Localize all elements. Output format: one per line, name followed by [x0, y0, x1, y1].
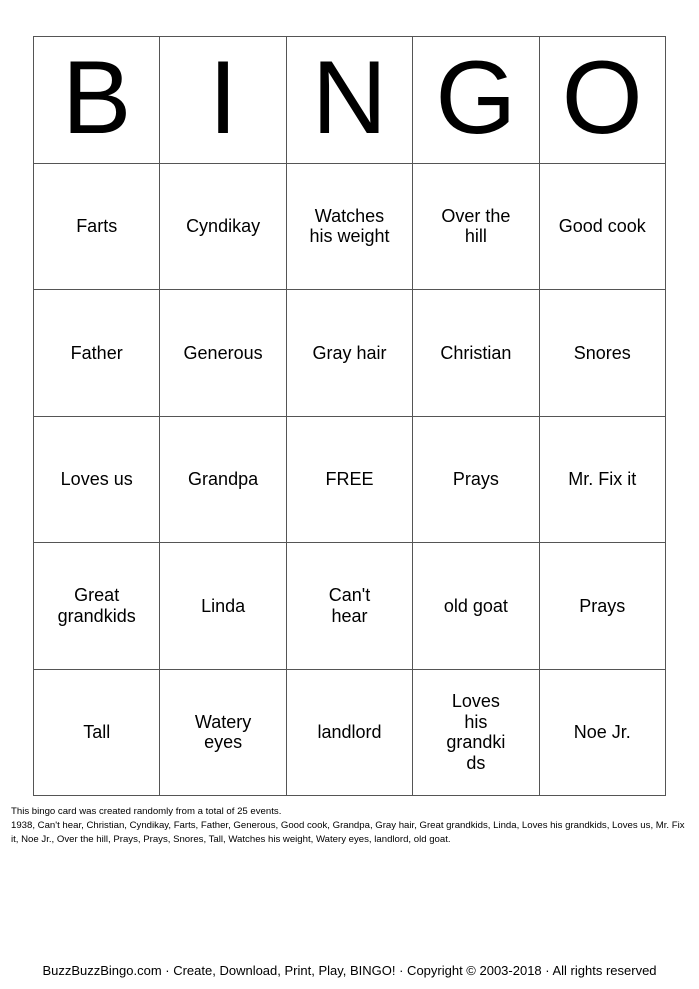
cell-label: Prays — [452, 469, 499, 489]
header-letter-b: B — [34, 37, 160, 164]
cell-label: Over the hill — [441, 205, 511, 247]
bingo-cell — [413, 543, 539, 670]
cell-label: Grandpa — [188, 469, 259, 489]
bingo-cell — [413, 416, 539, 543]
bingo-cell — [539, 290, 665, 417]
bingo-row-1 — [34, 163, 666, 290]
bingo-row-5 — [34, 669, 666, 796]
cell-label: Christian — [440, 342, 512, 363]
cell-label: Farts — [76, 216, 118, 236]
cell-label: Generous — [183, 342, 263, 363]
cell-label: Great grandkids — [57, 585, 136, 626]
bingo-cell — [34, 669, 160, 796]
cell-label: old goat — [443, 595, 508, 616]
cell-label: Cyndikay — [186, 216, 261, 236]
bingo-row-4 — [34, 543, 666, 670]
cell-label: Father — [70, 342, 123, 363]
bingo-cell — [539, 669, 665, 796]
card-summary: This bingo card was created randomly from a total of 25 events. — [11, 806, 282, 817]
free-space-cell — [286, 416, 412, 543]
cell-label: FREE — [325, 469, 374, 489]
cell-label: Loves his grandkids — [446, 691, 506, 773]
cell-label: Watches his weight — [309, 205, 390, 247]
bingo-cell — [413, 290, 539, 417]
bingo-cell — [413, 669, 539, 796]
cell-label: Linda — [201, 595, 246, 616]
bingo-row-2 — [34, 290, 666, 417]
bingo-cell — [160, 290, 286, 417]
bingo-cell — [539, 163, 665, 290]
bingo-cell — [34, 416, 160, 543]
cell-label: Tall — [83, 722, 111, 742]
bingo-cell — [34, 290, 160, 417]
bingo-cell — [539, 543, 665, 670]
bingo-cell — [286, 543, 412, 670]
bingo-cell — [160, 543, 286, 670]
cell-label: Snores — [573, 342, 631, 363]
cell-label: Prays — [579, 595, 626, 616]
bingo-cell — [34, 543, 160, 670]
bingo-cell — [160, 416, 286, 543]
cell-label: Good cook — [558, 216, 646, 236]
header-letter-g: G — [413, 37, 539, 164]
copyright-footer: BuzzBuzzBingo.com · Create, Download, Print, Play, BINGO! · Copyright © 2003-2018 · All rights reserved — [42, 963, 657, 978]
cell-label: Watery eyes — [194, 711, 252, 753]
cell-label: Noe Jr. — [573, 722, 631, 742]
cell-label: Can't hear — [328, 585, 371, 626]
bingo-card — [33, 36, 666, 796]
header-letter-o: O — [539, 37, 665, 164]
bingo-cell — [160, 669, 286, 796]
bingo-cell — [286, 163, 412, 290]
bingo-cell — [160, 163, 286, 290]
cell-label: Gray hair — [312, 342, 387, 363]
bingo-cell — [34, 163, 160, 290]
bingo-cell — [413, 163, 539, 290]
bingo-cell — [286, 669, 412, 796]
header-letter-i: I — [160, 37, 286, 164]
bingo-cell — [286, 290, 412, 417]
card-info — [11, 805, 691, 847]
bingo-row-3 — [34, 416, 666, 543]
bingo-header-row — [34, 37, 666, 164]
header-letter-n: N — [286, 37, 412, 164]
events-list: 1938, Can't hear, Christian, Cyndikay, Farts, Father, Generous, Good cook, Grandpa, Gray hair, Great grandkids, Linda, Loves his grandkids, Loves us, Mr. Fix it, Noe Jr., Over the hill, Prays, Prays, Snores, Tall, Watches his weight, Watery eyes, landlord, old goat. — [11, 820, 685, 845]
cell-label: Loves us — [60, 469, 133, 489]
bingo-cell — [539, 416, 665, 543]
cell-label: Mr. Fix it — [568, 469, 637, 489]
cell-label: landlord — [317, 722, 382, 742]
